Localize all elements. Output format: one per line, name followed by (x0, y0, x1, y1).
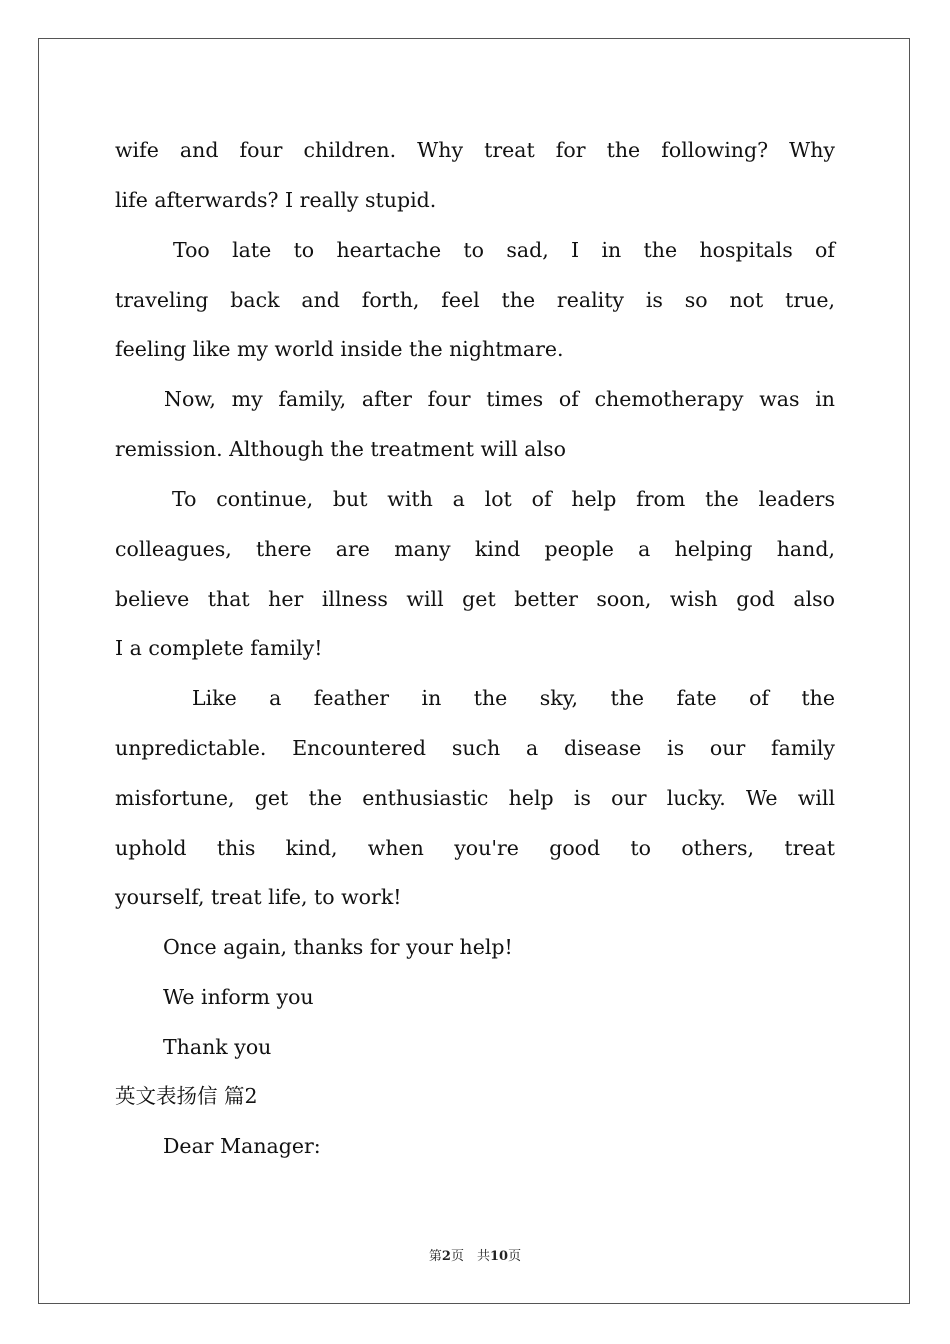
footer-page-number: 2 (441, 1249, 451, 1264)
footer-mid: 页 共 (450, 1249, 490, 1264)
body-line-9: colleagues, there are many kind people a helping hand, (115, 537, 835, 561)
page-footer (0, 1248, 950, 1266)
body-line-3: Too late to heartache to sad, I in the hospitals of (173, 238, 835, 262)
body-line-19: Thank you (163, 1035, 272, 1059)
body-line-11: I a complete family! (115, 636, 323, 660)
body-line-10: believe that her illness will get better soon, wish god also (115, 587, 835, 611)
footer-suffix: 页 (508, 1249, 522, 1264)
body-line-17: Once again, thanks for your help! (163, 935, 513, 959)
salutation: Dear Manager: (163, 1134, 321, 1158)
page-border (38, 38, 910, 1304)
section-heading: 英文表扬信 篇2 (115, 1084, 258, 1108)
body-line-4: traveling back and forth, feel the reality is so not true, (115, 288, 835, 312)
body-line-13: unpredictable. Encountered such a disease is our family (115, 736, 835, 760)
body-line-5: feeling like my world inside the nightmare. (115, 337, 564, 361)
body-line-7: remission. Although the treatment will also (115, 437, 566, 461)
body-line-2: life afterwards? I really stupid. (115, 188, 437, 212)
body-line-8: To continue, but with a lot of help from the leaders (172, 487, 835, 511)
footer-total-pages: 10 (489, 1249, 509, 1264)
body-line-6: Now, my family, after four times of chemotherapy was in (164, 387, 835, 411)
body-line-12: Like a feather in the sky, the fate of the (192, 686, 835, 710)
body-line-16: yourself, treat life, to work! (115, 885, 402, 909)
footer-prefix: 第 (428, 1249, 442, 1264)
body-line-14: misfortune, get the enthusiastic help is our lucky. We will (115, 786, 835, 810)
body-line-18: We inform you (163, 985, 314, 1009)
body-line-1: wife and four children. Why treat for the following? Why (115, 138, 835, 162)
body-line-15: uphold this kind, when you're good to others, treat (115, 836, 835, 860)
